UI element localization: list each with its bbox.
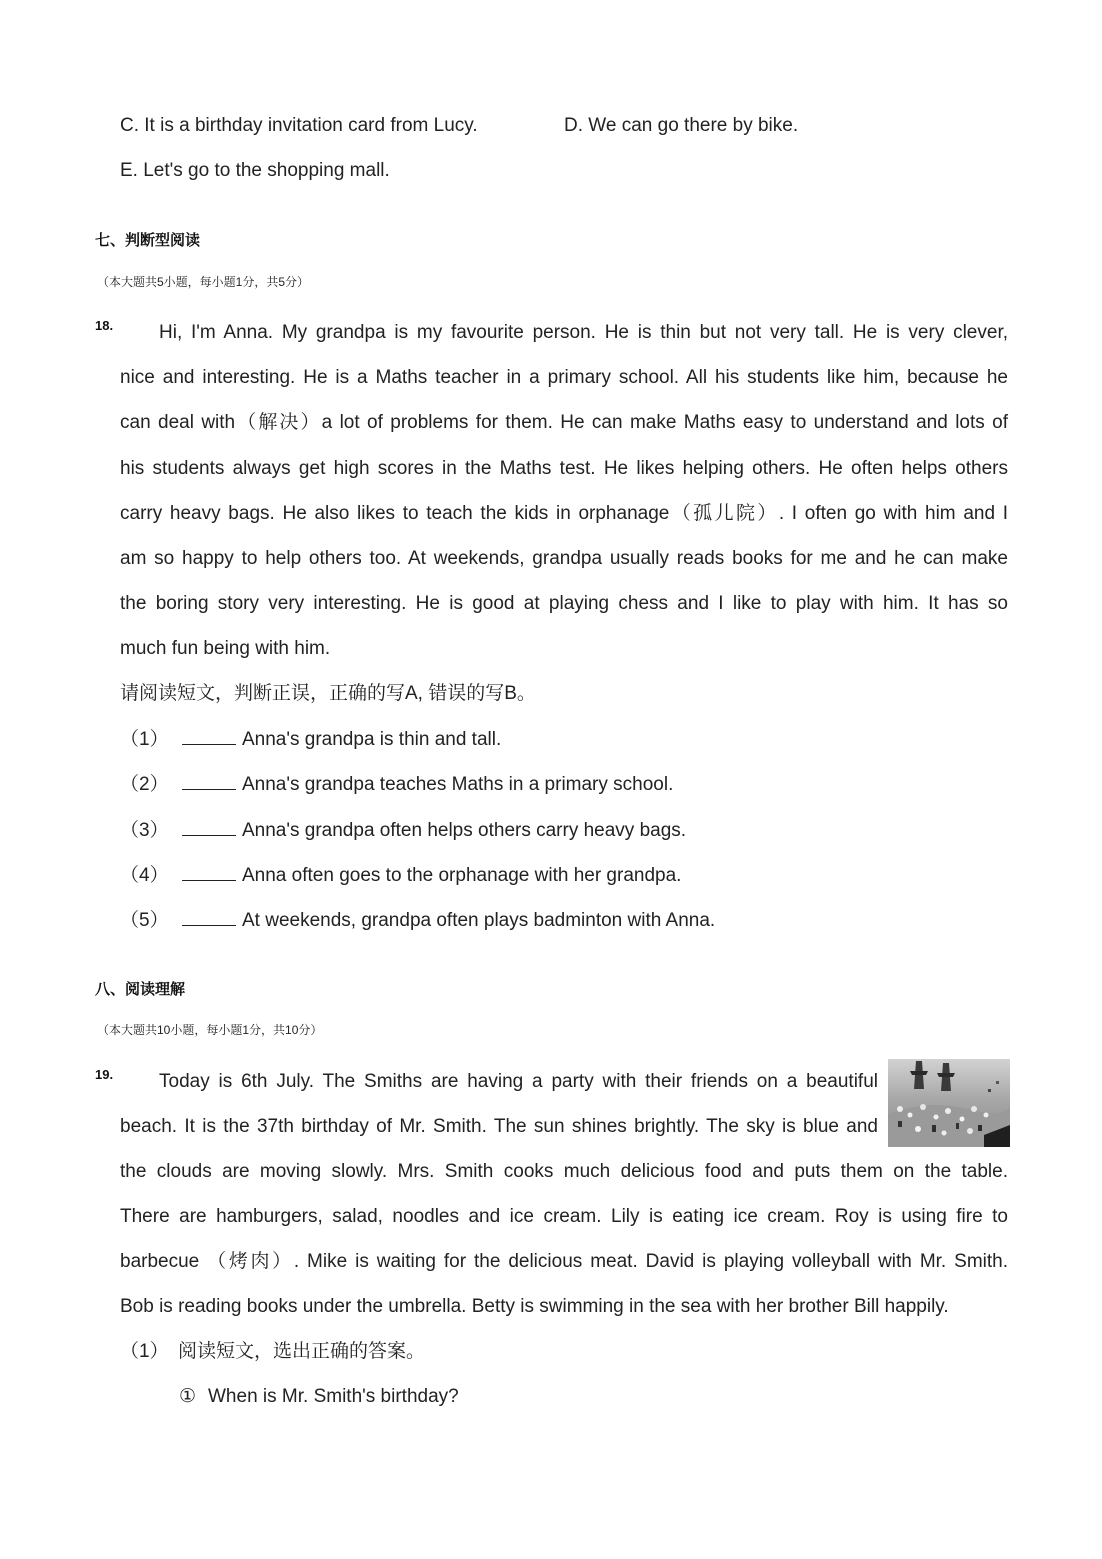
judge-item-number: （5） — [120, 910, 169, 931]
passage-line: the boring story very interesting. He is good at playing chess and I like to play with him. It has so — [120, 593, 1008, 614]
question-18-number: 18. — [95, 318, 114, 333]
section-8-meta: （本大题共10小题，每小题1分，共10分） — [97, 1023, 323, 1037]
judge-item-number: （4） — [120, 865, 169, 886]
passage-line: Bob is reading books under the umbrella. Betty is swimming in the sea with her brother Bill happily. — [120, 1296, 949, 1317]
passage-line: beach. It is the 37th birthday of Mr. Smith. The sun shines brightly. The sky is blue and — [120, 1116, 878, 1137]
option-c: C. It is a birthday invitation card from Lucy. — [120, 115, 478, 136]
judge-item — [120, 862, 681, 889]
passage-line: nice and interesting. He is a Maths teacher in a primary school. All his students like him, because he — [120, 367, 1008, 388]
item-question-text: When is Mr. Smith's birthday? — [208, 1386, 459, 1407]
question-18-instruction: 请阅读短文，判断正误，正确的写A, 错误的写B。 — [120, 683, 536, 704]
judge-item — [120, 907, 715, 934]
judge-item — [120, 726, 501, 753]
section-7-title: 七、判断型阅读 — [95, 232, 201, 249]
judge-item-number: （3） — [120, 820, 169, 841]
section-7-meta: （本大题共5小题，每小题1分，共5分） — [97, 275, 310, 289]
judge-item-text: Anna's grandpa often helps others carry heavy bags. — [242, 820, 687, 841]
question-19-item-1 — [179, 1384, 459, 1410]
item-marker: ① — [179, 1386, 197, 1407]
passage-line: Hi, I'm Anna. My grandpa is my favourite person. He is thin but not very tall. He is very clever, — [159, 322, 1008, 343]
passage-line: carry heavy bags. He also likes to teach the kids in orphanage（孤儿院）. I often go with him and I — [120, 503, 1008, 524]
option-d: D. We can go there by bike. — [564, 115, 799, 136]
answer-blank[interactable] — [182, 817, 236, 836]
judge-item-number: （1） — [120, 729, 169, 750]
beach-photo-image — [888, 1059, 1010, 1147]
option-e: E. Let's go to the shopping mall. — [120, 160, 390, 181]
answer-blank[interactable] — [182, 862, 236, 881]
passage-line: am so happy to help others too. At weekends, grandpa usually reads books for me and he can make — [120, 548, 1008, 569]
passage-line: Today is 6th July. The Smiths are having a party with their friends on a beautiful — [159, 1071, 878, 1092]
sub-question-number: （1） — [120, 1341, 169, 1362]
question-19-sub-1 — [120, 1339, 425, 1365]
judge-item — [120, 817, 686, 844]
beach-party-photo — [888, 1059, 1010, 1147]
section-8-title: 八、阅读理解 — [95, 981, 186, 998]
judge-item-text: Anna often goes to the orphanage with her grandpa. — [242, 865, 682, 886]
answer-blank[interactable] — [182, 907, 236, 926]
judge-item-number: （2） — [120, 774, 169, 795]
answer-blank[interactable] — [182, 726, 236, 745]
judge-item-text: Anna's grandpa is thin and tall. — [242, 729, 502, 750]
sub-question-instruction: 阅读短文，选出正确的答案。 — [178, 1341, 426, 1362]
passage-line: barbecue （烤肉）. Mike is waiting for the delicious meat. David is playing volleyball with Mr. Smith. — [120, 1251, 1008, 1272]
passage-line: can deal with（解决）a lot of problems for them. He can make Maths easy to understand and lots of — [120, 412, 1008, 433]
judge-item-text: Anna's grandpa teaches Maths in a primary school. — [242, 774, 674, 795]
question-19-number: 19. — [95, 1067, 114, 1082]
answer-blank[interactable] — [182, 771, 236, 790]
passage-line: his students always get high scores in the Maths test. He likes helping others. He often helps others — [120, 458, 1008, 479]
judge-item — [120, 771, 673, 798]
passage-line: much fun being with him. — [120, 638, 331, 659]
passage-line: the clouds are moving slowly. Mrs. Smith cooks much delicious food and puts them on the table. — [120, 1161, 1008, 1182]
passage-line: There are hamburgers, salad, noodles and ice cream. Lily is eating ice cream. Roy is using fire to — [120, 1206, 1008, 1227]
judge-item-text: At weekends, grandpa often plays badminton with Anna. — [242, 910, 716, 931]
